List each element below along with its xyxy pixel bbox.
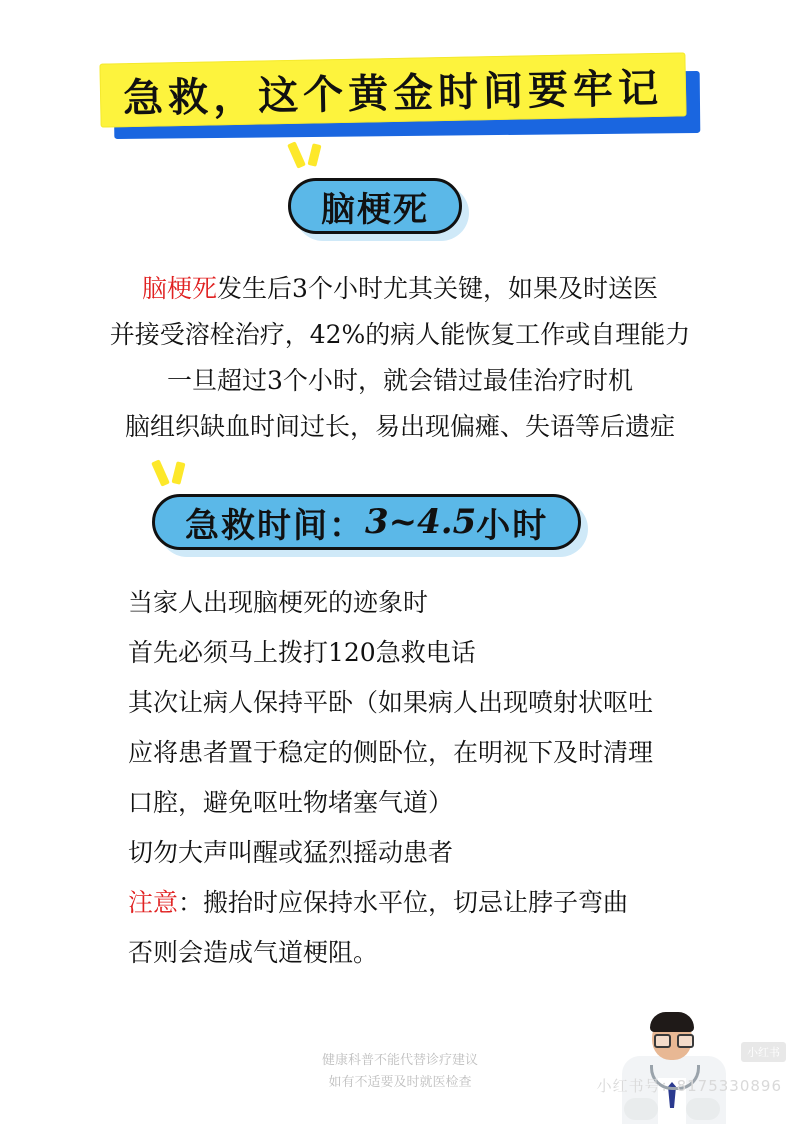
paragraph-line: 当家人出现脑梗死的迹象时 xyxy=(128,588,429,617)
watermark-text: 小红书号：8175330896 xyxy=(596,1077,782,1095)
paragraph-line: 脑组织缺血时间过长，易出现偏瘫、失语等后遗症 xyxy=(124,412,675,441)
paragraph-line: 应将患者置于稳定的侧卧位，在明视下及时清理 xyxy=(128,738,654,767)
section-1-heading-row xyxy=(0,174,800,240)
highlight-term: 脑梗死 xyxy=(142,274,218,303)
section-2-heading-prefix: 急救时间： xyxy=(185,505,365,546)
platform-badge: 小红书 xyxy=(741,1042,786,1062)
paragraph-line xyxy=(128,878,800,928)
paragraph-line-rest: ：搬抬时应保持水平位，切忌让脖子弯曲 xyxy=(178,888,629,917)
poster-title-banner xyxy=(100,58,700,140)
section-2-heading xyxy=(152,494,581,550)
page-title: 急救，这个黄金时间要牢记 xyxy=(122,64,664,122)
paragraph-line: 首先必须马上拨打120急救电话 xyxy=(128,638,476,667)
paragraph-line: 否则会造成气道梗阻。 xyxy=(128,938,379,967)
glasses-icon xyxy=(677,1034,694,1048)
footer-disclaimer-line-2: 如有不适要及时就医检查 xyxy=(328,1075,472,1090)
section-2-heading-suffix: 小时 xyxy=(476,505,549,546)
section-2-heading-row xyxy=(0,490,800,556)
section-2-heading-number: 3~4.5 xyxy=(365,502,477,542)
section-2-paragraph xyxy=(0,578,800,978)
paragraph-line: 口腔，避免呕吐物堵塞气道） xyxy=(128,788,454,817)
paragraph-line: 一旦超过3个小时，就会错过最佳治疗时机 xyxy=(167,366,633,395)
section-1-paragraph xyxy=(0,266,800,450)
highlight-term: 注意 xyxy=(128,888,179,917)
paragraph-line-rest: 发生后3个小时尤其关键，如果及时送医 xyxy=(217,274,658,303)
paragraph-line: 并接受溶栓治疗，42%的病人能恢复工作或自理能力 xyxy=(109,320,691,349)
spark-icon xyxy=(288,142,328,182)
doctor-hair xyxy=(650,1012,694,1032)
paragraph-line xyxy=(56,266,744,312)
footer-disclaimer-line-1: 健康科普不能代替诊疗建议 xyxy=(321,1053,478,1068)
doctor-arm-right xyxy=(686,1098,720,1120)
paragraph-line: 切勿大声叫醒或猛烈摇动患者 xyxy=(128,838,454,867)
section-1-heading: 脑梗死 xyxy=(288,178,462,234)
glasses-icon xyxy=(654,1034,671,1048)
doctor-arm-left xyxy=(624,1098,658,1120)
paragraph-line: 其次让病人保持平卧（如果病人出现喷射状呕吐 xyxy=(128,688,654,717)
